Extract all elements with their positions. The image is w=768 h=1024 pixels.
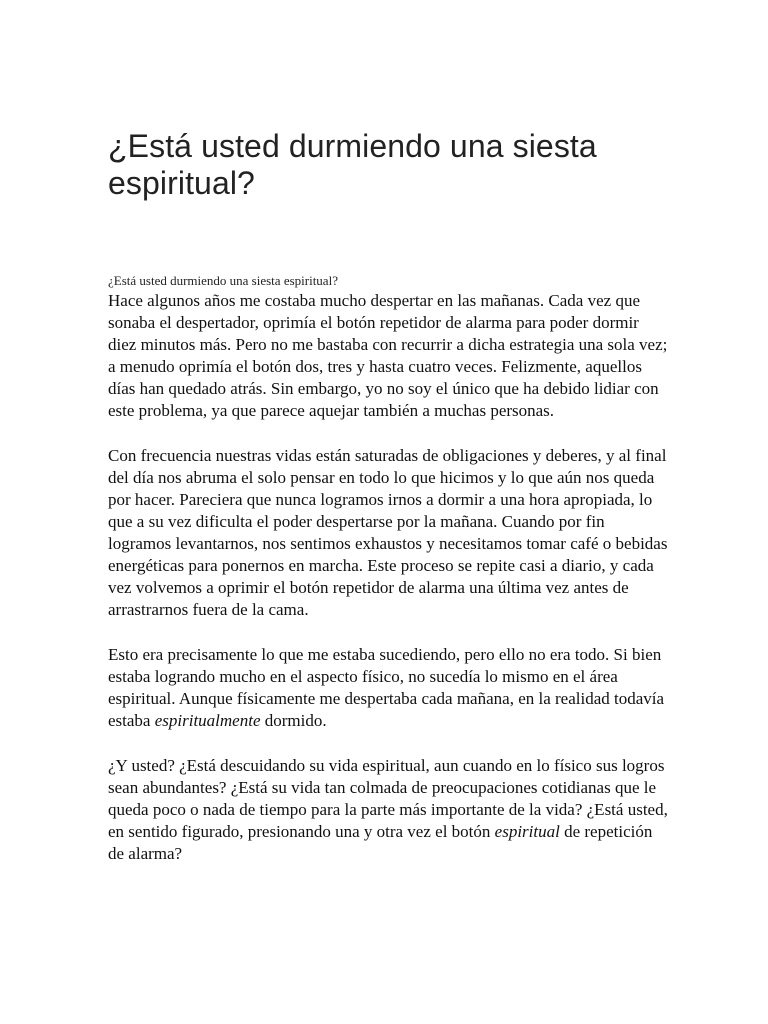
paragraph-3	[108, 644, 668, 732]
page-title: ¿Está usted durmiendo una siesta espiritual?	[108, 128, 597, 201]
paragraph-4-text-before: ¿Y usted? ¿Está descuidando su vida espiritual, aun cuando en lo físico sus logros sean abundantes? ¿Está su vida tan colmada de preocupaciones cotidianas que le queda poco o nada de tiempo para la parte más importante de la vida? ¿Está usted, en sentido figurado, presionando una y otra vez el botón	[108, 756, 668, 841]
document-body	[108, 272, 668, 888]
paragraph-4	[108, 755, 668, 865]
paragraph-3-text-before: Esto era precisamente lo que me estaba sucediendo, pero ello no era todo. Si bien estaba logrando mucho en el aspecto físico, no sucedía lo mismo en el área espiritual. Aunque físicamente me despertaba cada mañana, en la realidad todavía estaba	[108, 645, 665, 730]
paragraph-3-italic: espiritualmente	[154, 711, 261, 730]
document-subtitle: ¿Está usted durmiendo una siesta espiritual?	[108, 273, 338, 288]
paragraph-4-text-after: de repetición de alarma?	[108, 822, 653, 863]
paragraph-3-text-after: dormido.	[260, 711, 327, 730]
paragraph-1: Hace algunos años me costaba mucho despertar en las mañanas. Cada vez que sonaba el despertador, oprimía el botón repetidor de alarma para poder dormir diez minutos más. Pero no me bastaba con recurrir a dicha estrategia una sola vez; a menudo oprimía el botón dos, tres y hasta cuatro veces. Felizmente, aquellos días han quedado atrás. Sin embargo, yo no soy el único que ha debido lidiar con este problema, ya que parece aquejar también a muchas personas.	[108, 291, 668, 420]
paragraph-4-italic: espiritual	[494, 822, 560, 841]
paragraph-2: Con frecuencia nuestras vidas están saturadas de obligaciones y deberes, y al final del día nos abruma el solo pensar en todo lo que hicimos y lo que aún nos queda por hacer. Pareciera que nunca logramos irnos a dormir a una hora apropiada, lo que a su vez dificulta el poder despertarse por la mañana. Cuando por fin logramos levantarnos, nos sentimos exhaustos y necesitamos tomar café o bebidas energéticas para ponernos en marcha. Este proceso se repite casi a diario, y cada vez volvemos a oprimir el botón repetidor de alarma una última vez antes de arrastrarnos fuera de la cama.	[108, 446, 668, 619]
